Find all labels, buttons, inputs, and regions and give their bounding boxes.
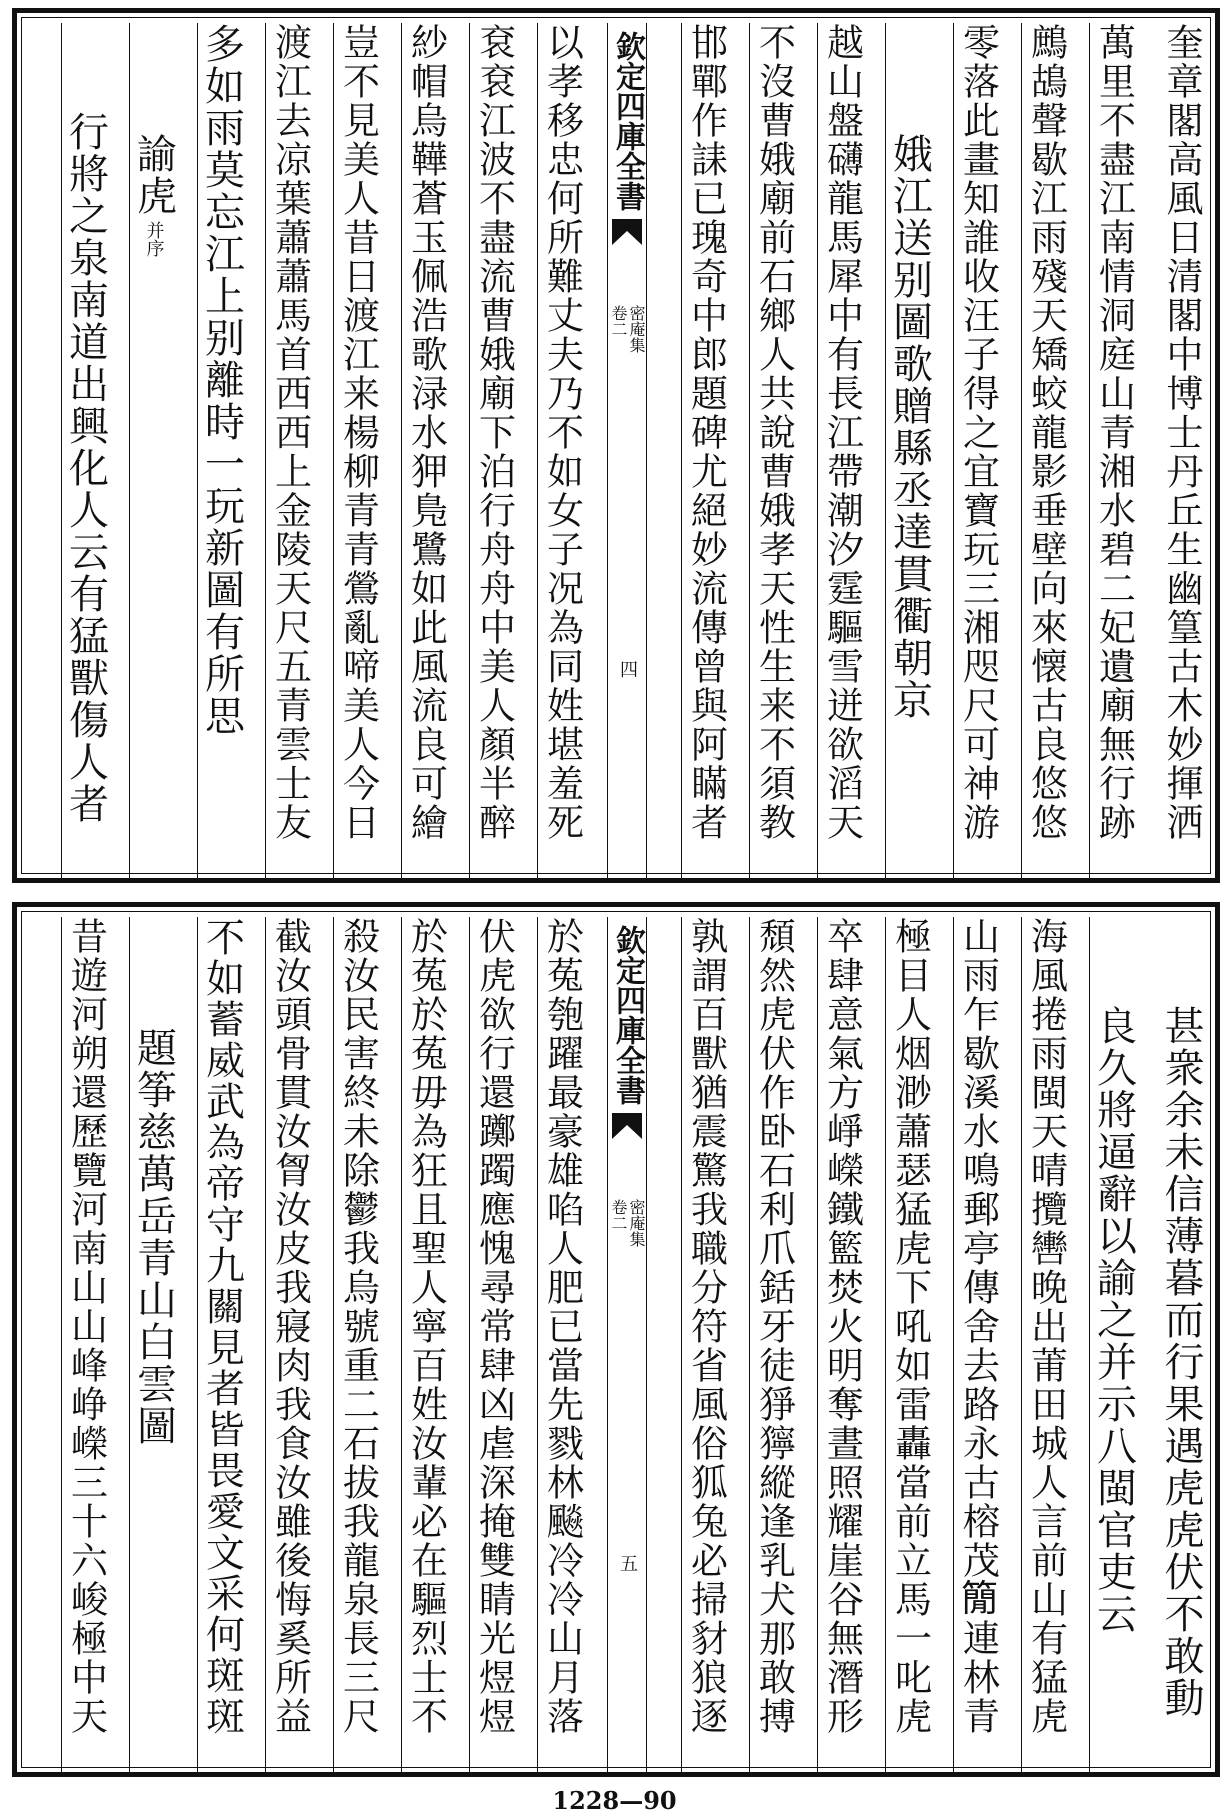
text-column — [885, 917, 933, 1772]
column-text: 以孝移忠何所難丈夫乃不如女子况為同姓堪羞死 — [540, 23, 584, 842]
text-column — [1157, 917, 1205, 1772]
text-column — [469, 917, 517, 1772]
text-column — [537, 917, 585, 1772]
volume-number: 卷二 — [609, 1199, 628, 1231]
column-text: 行將之泉南道出興化人云有猛獸傷人者 — [62, 111, 109, 825]
column-text: 海風捲雨閩天晴攬轡晚出莆田城人言前山有猛虎 — [1024, 917, 1068, 1736]
page-number: 五 — [617, 1554, 638, 1572]
text-column — [265, 23, 313, 878]
poem-title — [885, 23, 933, 878]
column-text: 鷓鴣聲歇江雨殘天矯蛟龍影垂壁向來懐古良悠悠 — [1024, 23, 1068, 842]
column-text: 不如蓄威武為帝守九關見者皆畏愛文采何斑斑 — [199, 917, 245, 1737]
text-column — [953, 23, 1001, 878]
text-column — [749, 917, 797, 1772]
column-text: 截汝頭骨貫汝胷汝皮我寢肉我食汝雖後悔奚所益 — [268, 917, 312, 1736]
volume-label — [609, 1199, 645, 1247]
text-column — [1157, 23, 1205, 878]
column-text: 紗帽烏鞾蒼玉佩浩歌渌水狎鳬鷺如此風流良可繪 — [404, 23, 448, 842]
column-text: 頹然虎伏作卧石利爪銛牙徒猙獰縱逢乳犬那敢搏 — [752, 917, 796, 1736]
text-column — [817, 917, 865, 1772]
page-bottom — [12, 902, 1220, 1777]
column-text: 娥江送别圖歌贈縣丞達貫衢朝京 — [886, 133, 933, 721]
text-column — [681, 23, 729, 878]
text-column — [197, 917, 245, 1772]
column-text: 零落此畫知誰收汪子得之宜寶玩三湘咫尺可神游 — [956, 23, 1000, 842]
text-column — [469, 23, 517, 878]
text-column — [953, 917, 1001, 1772]
collection-name: 密庵集 — [627, 305, 646, 353]
column-text: 奎章閣高風日清閣中博士丹丘生幽篁古木妙揮洒 — [1160, 23, 1203, 842]
center-strip — [607, 23, 647, 878]
page-footer: 1228—90 — [552, 1786, 677, 1815]
text-column — [537, 23, 585, 878]
text-column — [401, 917, 449, 1772]
column-text: 越山盤礴龍馬犀中有長江帶潮汐霆驅雪迸欲滔天 — [820, 23, 864, 842]
column-text: 昔遊河朔還歷覽河南山山峰峥嶸三十六峻極中天 — [64, 917, 108, 1736]
text-column — [61, 917, 109, 1772]
fish-tail-mark-icon — [612, 219, 642, 245]
column-text: 甚衆余未信薄暮而行果遇虎虎伏不敢動 — [1158, 1005, 1204, 1719]
page-number: 四 — [617, 660, 638, 678]
column-text: 邯鄲作誄已瑰奇中郎題碑尤絕妙流傳曾與阿瞞者 — [684, 23, 728, 842]
column-text: 卒肆意氣方崢嶸鐵籃焚火明奪晝照耀崖谷無潛形 — [820, 917, 864, 1736]
book-title: 欽定四庫全書 — [610, 925, 645, 1105]
volume-number: 卷二 — [609, 305, 628, 337]
text-column — [817, 23, 865, 878]
text-column — [333, 23, 381, 878]
column-text: 諭虎 — [130, 133, 177, 217]
column-text: 極目人烟渺蕭瑟猛虎下吼如雷轟當前立馬一叱虎 — [888, 917, 932, 1736]
column-text: 不沒曹娥廟前石鄉人共說曹娥孝天性生来不須教 — [752, 23, 796, 842]
column-text: 良久將逼辭以諭之并示八閩官吏云 — [1090, 1005, 1137, 1635]
text-column — [197, 23, 245, 878]
text-column — [1021, 917, 1069, 1772]
text-column — [1089, 917, 1137, 1772]
column-text: 於菟於菟毋為狂且聖人寧百姓汝輩必在驅烈士不 — [404, 917, 448, 1736]
column-text: 豈不見美人昔日渡江来楊柳青青鶯亂啼美人今日 — [336, 23, 380, 842]
column-text: 渡江去凉葉蕭蕭馬首西西上金陵天尺五青雲士友 — [268, 23, 312, 842]
column-text: 伏虎欲行還躑躅應愧尋常肆凶虐深掩雙睛光煜煜 — [472, 917, 516, 1736]
column-text: 山雨乍歇溪水鳴郵亭傳舍去路永古榕茂𥳑連林青 — [956, 917, 1000, 1736]
text-column — [265, 917, 313, 1772]
column-text: 孰謂百獸猶震驚我職分符省風俗狐兔必掃豺狼逐 — [684, 917, 728, 1736]
poem-title — [129, 917, 177, 1772]
text-column — [333, 917, 381, 1772]
text-column — [749, 23, 797, 878]
preface-note: 并序 — [143, 221, 165, 257]
column-text: 袞袞江波不盡流曹娥廟下泊行舟舟中美人顏半醉 — [472, 23, 516, 842]
book-title: 欽定四庫全書 — [610, 31, 645, 211]
text-column — [681, 917, 729, 1772]
column-text: 多如雨莫忘江上别離時一玩新圖有所思 — [198, 23, 245, 737]
column-text: 萬里不盡江南情洞庭山青湘水碧二妃遺廟無行跡 — [1092, 23, 1136, 842]
page-top — [12, 8, 1220, 883]
poem-title — [129, 23, 177, 878]
fish-tail-mark-icon — [612, 1113, 642, 1139]
collection-name: 密庵集 — [627, 1199, 646, 1247]
column-text: 題筝慈萬岳青山白雲圖 — [130, 1027, 177, 1447]
center-strip — [607, 917, 647, 1772]
text-column — [1021, 23, 1069, 878]
text-column — [1089, 23, 1137, 878]
text-column — [61, 23, 109, 878]
volume-label — [609, 305, 645, 353]
text-column — [401, 23, 449, 878]
column-text: 殺汝民害終未除鬱我烏號重二石拔我龍泉長三尺 — [336, 917, 380, 1736]
column-text: 於菟匏躍最豪雄啗人肥已當先戮林飈冷冷山月落 — [540, 917, 584, 1736]
